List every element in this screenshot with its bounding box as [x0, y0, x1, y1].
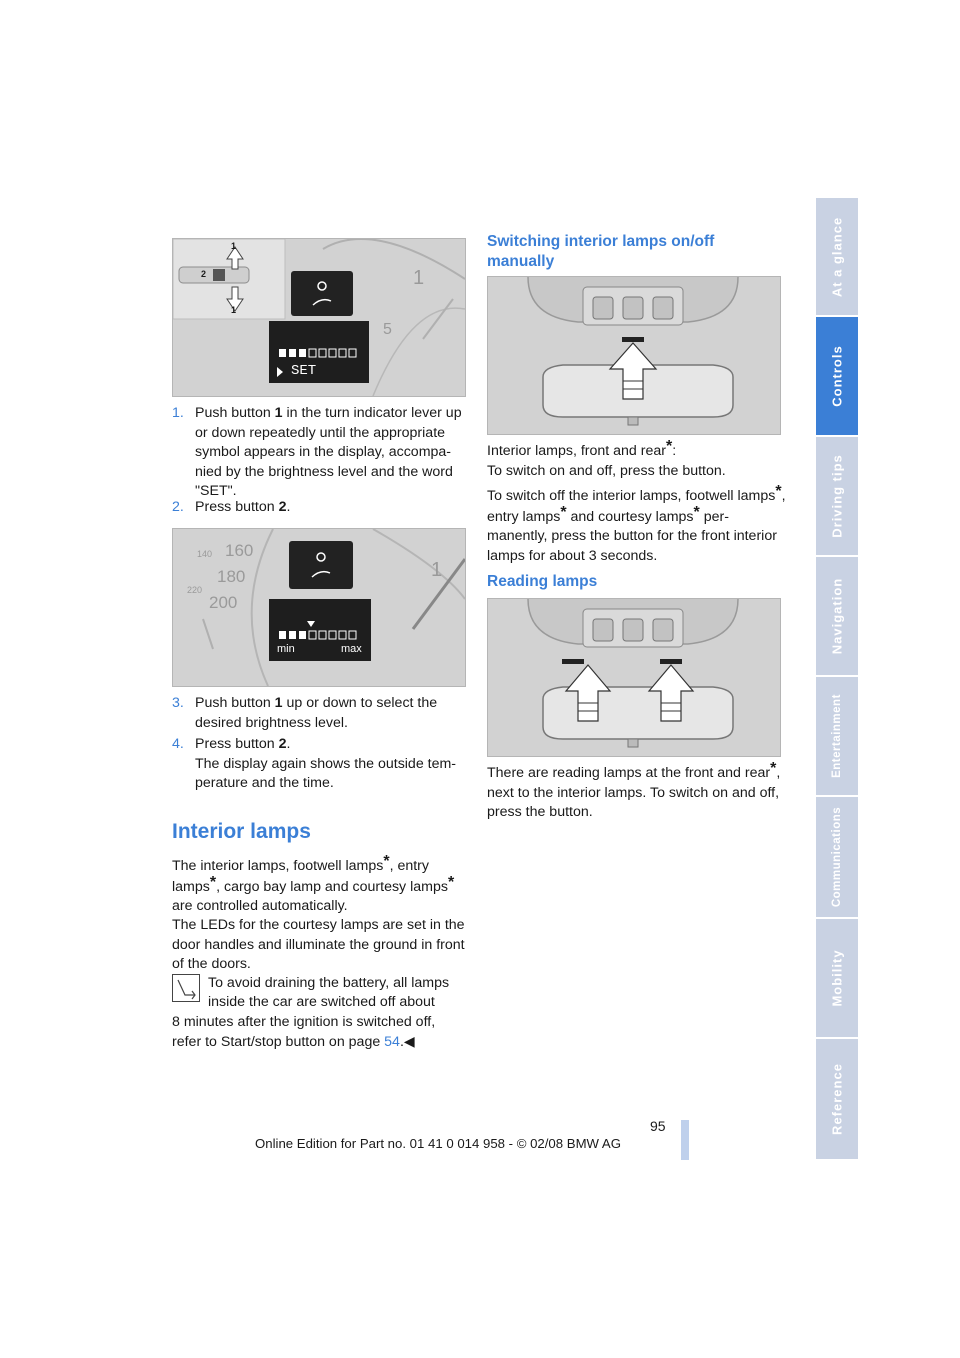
step-text: [195, 404, 467, 502]
end-mark: .◀: [399, 1033, 415, 1050]
step-2: [172, 498, 467, 518]
paragraph-interior-automatic: [172, 853, 467, 917]
paragraph-interior-front-rear: [487, 438, 787, 481]
text-run: To switch on and off, press the button.: [487, 462, 726, 479]
page-number: 95: [650, 1118, 666, 1134]
figure-lever-set-illustration: [173, 239, 465, 396]
section-heading-interior-lamps: Interior lamps: [172, 820, 311, 843]
gauge-number-a: 1: [413, 267, 425, 289]
asterisk: *: [447, 873, 455, 891]
section-heading-manual: [487, 232, 787, 272]
text-run: Interior lamps, front and rear: [487, 443, 666, 459]
max-label: max: [341, 643, 362, 655]
step-number: 1.: [172, 405, 184, 421]
page-marker: [681, 1120, 689, 1160]
note-arrow-icon: [173, 975, 199, 1001]
tab-at-a-glance[interactable]: At a glance: [816, 198, 858, 317]
gauge-number-b: 5: [383, 321, 392, 338]
step-text-post: .: [286, 736, 291, 752]
tab-entertainment[interactable]: Entertainment: [816, 677, 858, 797]
text-run: , next to the interior lamps. To switch on and off, press the button.: [487, 765, 781, 820]
speedo-number: 160: [225, 541, 254, 560]
text-run: To switch off the interior lamps, footwell lamps: [487, 488, 776, 504]
asterisk: *: [666, 438, 673, 455]
step-text-post: in the turn indicator lever up or down repeatedly until the appropriate symbol appears in the display, accompa-nied by the brightness level and the word "SET".: [195, 405, 462, 499]
edition-line: Online Edition for Part no. 01 41 0 014 958 - © 02/08 BMW AG: [255, 1136, 621, 1151]
asterisk: *: [693, 503, 700, 521]
asterisk: *: [383, 853, 390, 870]
step-text: [195, 735, 467, 794]
paragraph-reading-lamps: [487, 760, 787, 823]
step-1: [172, 404, 467, 499]
note-rest: [172, 1013, 467, 1052]
text-run: :: [672, 443, 677, 459]
heading-line: Switching interior lamps on/off: [487, 233, 715, 250]
tab-reference[interactable]: Reference: [816, 1039, 858, 1161]
text-run: There are reading lamps at the front and rear: [487, 765, 771, 781]
step-3: [172, 694, 467, 734]
text-run: per-manently, press the button for the front interior lamps for about 3 seconds.: [487, 508, 777, 564]
speedo-number: 180: [217, 567, 246, 586]
button-ref: 1: [274, 695, 283, 711]
step-number: 3.: [172, 695, 184, 711]
tab-mobility[interactable]: Mobility: [816, 919, 858, 1039]
step-number: 4.: [172, 736, 184, 752]
tab-controls[interactable]: Controls: [816, 317, 858, 437]
button-ref: 2: [278, 736, 287, 752]
tab-communications[interactable]: Communications: [816, 797, 858, 919]
figure-interior-lamp-button: [487, 276, 781, 435]
speedo-number: 140: [197, 549, 213, 559]
figure-interior-lamp-illustration: [488, 277, 780, 434]
paragraph-courtesy-leds: The LEDs for the courtesy lamps are set in the door handles and illuminate the ground in front of the doors.: [172, 917, 465, 972]
step-text-pre: Press button: [195, 499, 279, 515]
section-heading-reading-lamps: Reading lamps: [487, 573, 598, 590]
callout-1-top: 1: [231, 241, 237, 251]
text-run: The interior lamps, footwell lamps: [172, 858, 384, 874]
step-number: 2.: [172, 499, 184, 515]
step-text-post: .: [286, 499, 291, 515]
step-text-extra: The display again shows the outside tem-perature and the time.: [195, 755, 457, 791]
display-set-word: SET: [291, 363, 317, 379]
asterisk: *: [775, 483, 782, 500]
figure-reading-lamp-illustration: [488, 599, 780, 756]
asterisk: *: [770, 760, 777, 777]
callout-1-bottom: 1: [231, 305, 237, 315]
step-text: [195, 498, 467, 518]
button-ref: 1: [274, 405, 283, 421]
text-run: , entry lamps: [172, 858, 429, 895]
text-run: , cargo bay lamp and courtesy lamps: [216, 878, 448, 895]
note-line-1: To avoid draining the battery, all lamps: [208, 975, 450, 991]
figure-brightness-display: [172, 528, 466, 687]
step-text-pre: Push button: [195, 405, 275, 421]
step-4: [172, 735, 467, 795]
step-text-post: up or down to select the desired brightness level.: [195, 695, 438, 731]
step-text: [195, 694, 467, 733]
heading-line: manually: [487, 253, 555, 270]
figure-reading-lamp-buttons: [487, 598, 781, 757]
button-ref: 2: [278, 499, 287, 515]
asterisk: *: [209, 873, 217, 891]
text-run: 8 minutes after the ignition is switched off, refer to Start/stop button on page: [172, 1014, 436, 1050]
text-run: , entry lamps: [487, 488, 786, 525]
figure-lever-set-display: [172, 238, 466, 397]
speedo-number: 200: [209, 593, 238, 612]
paragraph-switch-off-permanently: [487, 483, 787, 566]
step-text-pre: Push button: [195, 695, 275, 711]
tab-navigation[interactable]: Navigation: [816, 557, 858, 677]
note-line-2: inside the car are switched off about: [208, 994, 435, 1010]
gauge-number: 1: [431, 559, 443, 581]
step-text-pre: Press button: [195, 736, 279, 752]
asterisk: *: [560, 503, 567, 521]
tab-driving-tips[interactable]: Driving tips: [816, 437, 858, 557]
speedo-number: 220: [187, 585, 203, 595]
text-run: and courtesy lamps: [566, 508, 694, 525]
callout-2: 2: [201, 269, 207, 279]
note-icon: [172, 974, 200, 1002]
text-run: are controlled automatically.: [172, 898, 348, 914]
min-label: min: [277, 643, 295, 655]
page-link[interactable]: 54: [384, 1033, 400, 1050]
